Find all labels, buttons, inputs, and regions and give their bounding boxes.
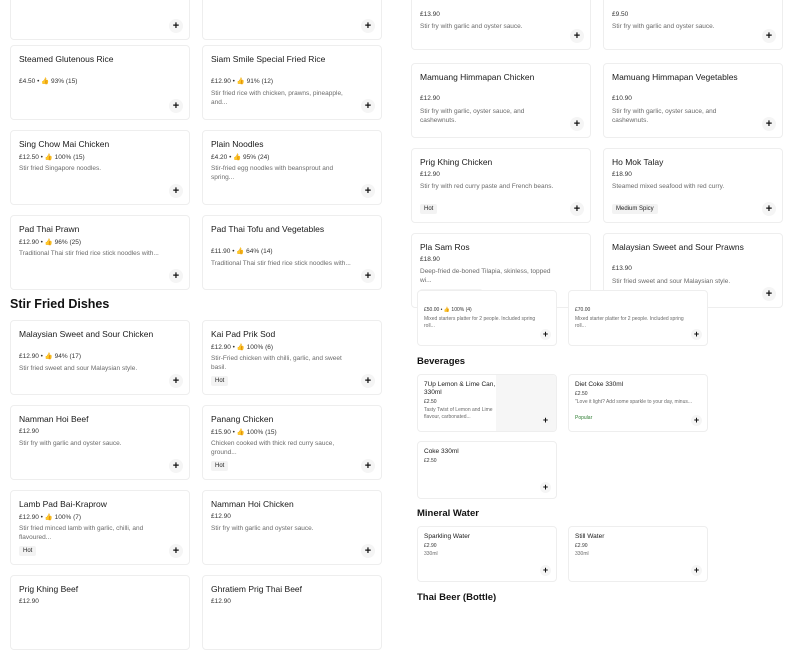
add-to-cart-button[interactable]: + [762,29,776,43]
item-name: Sing Chow Mai Chicken [19,139,110,149]
add-to-cart-button[interactable]: + [361,374,375,388]
item-price: £12.90 [420,95,440,102]
item-description: Stir fry with garlic and oyster sauce. [19,440,122,447]
item-price-rating: £4.20 • 👍 95% (24) [211,154,270,161]
section-heading: Mineral Water [417,508,479,519]
menu-item-card[interactable] [411,0,591,50]
item-name: Still Water [575,533,605,540]
add-to-cart-button[interactable]: + [169,544,183,558]
add-to-cart-button[interactable]: + [570,202,584,216]
spice-badge: Hot [420,204,437,214]
add-to-cart-button[interactable]: + [762,287,776,301]
item-description: Stir fry with garlic, oyster sauce, and cashewnuts. [420,108,525,124]
item-description: Chicken cooked with thick red curry sauce, ground... [211,440,335,456]
item-price: £2.50 [424,399,437,405]
item-price: £12.90 [211,598,231,605]
add-to-cart-button[interactable]: + [169,184,183,198]
item-price: £12.90 [420,171,440,178]
item-description: Stir fried sweet and sour Malaysian style. [612,278,731,285]
add-to-cart-button[interactable]: + [691,415,702,426]
item-name: Siam Smile Special Fried Rice [211,54,326,64]
item-description: Stir fry with garlic and oyster sauce. [211,525,314,532]
menu-item-card[interactable] [417,290,557,346]
menu-item-card[interactable] [417,526,557,582]
menu-item-card[interactable] [568,526,708,582]
menu-item-card[interactable] [10,0,190,40]
item-description: Stir fried minced lamb with garlic, chilli, and flavoured... [19,525,144,541]
add-to-cart-button[interactable]: + [540,482,551,493]
add-to-cart-button[interactable]: + [540,415,551,426]
item-price: £2.90 [575,543,588,549]
item-name: Steamed Glutenous Rice [19,54,114,64]
add-to-cart-button[interactable]: + [691,565,702,576]
item-price-rating: £11.90 • 👍 64% (14) [211,248,273,255]
item-description: Stir fried rice with chicken, prawns, pineapple, and... [211,90,343,106]
item-price-rating: £12.90 • 👍 96% (25) [19,239,82,246]
menu-item-card[interactable] [10,405,190,480]
item-price-rating: £12.90 • 👍 100% (6) [211,344,274,351]
item-price: £2.90 [424,543,437,549]
menu-item-card[interactable] [202,320,382,395]
add-to-cart-button[interactable]: + [361,184,375,198]
menu-item-card[interactable] [202,575,382,650]
add-to-cart-button[interactable]: + [361,544,375,558]
item-price: £18.90 [420,256,440,263]
menu-item-card[interactable] [603,0,783,50]
item-name: Lamb Pad Bai-Kraprow [19,499,107,509]
item-name: 7Up Lemon & Lime Can, 330ml [424,381,496,396]
item-description: 330ml [424,551,438,557]
item-description: 330ml [575,551,589,557]
item-description: Stir fry with garlic, oyster sauce, and cashewnuts. [612,108,717,124]
add-to-cart-button[interactable]: + [570,29,584,43]
item-description: Stir fry with garlic and oyster sauce. [420,23,523,30]
section-heading: Thai Beer (Bottle) [417,592,497,603]
add-to-cart-button[interactable]: + [361,19,375,33]
add-to-cart-button[interactable]: + [540,329,551,340]
menu-item-card[interactable] [411,63,591,138]
add-to-cart-button[interactable]: + [762,202,776,216]
menu-item-card[interactable] [10,320,190,395]
item-price-rating: £12.90 • 👍 94% (17) [19,353,82,360]
item-description: Mixed starters platter for 2 people. Included spring roll... [424,316,536,329]
menu-item-card[interactable] [603,148,783,223]
add-to-cart-button[interactable]: + [169,19,183,33]
menu-item-card[interactable] [202,215,382,290]
item-name: Kai Pad Prik Sod [211,329,276,339]
add-to-cart-button[interactable]: + [361,99,375,113]
item-name: Ho Mok Talay [612,157,664,167]
item-description: "Love it light? Add some sparkle to your day, minus... [575,399,693,405]
item-name: Pad Thai Prawn [19,224,80,234]
item-price-rating: £12.50 • 👍 100% (15) [19,154,85,161]
spice-badge: Medium Spicy [612,204,658,214]
item-name: Pla Sam Ros [420,242,470,252]
add-to-cart-button[interactable]: + [361,269,375,283]
item-price-rating: £12.90 • 👍 100% (7) [19,514,82,521]
menu-item-card[interactable] [417,441,557,499]
item-price: £12.90 [19,428,39,435]
item-price: £12.90 [19,598,39,605]
item-price-rating: £15.90 • 👍 100% (15) [211,429,277,436]
menu-item-card[interactable] [10,215,190,290]
menu-item-card[interactable] [10,490,190,565]
menu-item-card[interactable] [202,0,382,40]
item-description: Stir fry with red curry paste and French beans. [420,183,554,190]
menu-item-card[interactable] [202,490,382,565]
item-name: Mamuang Himmapan Vegetables [612,72,738,82]
add-to-cart-button[interactable]: + [169,99,183,113]
menu-item-card[interactable] [568,374,708,432]
item-description: Traditional Thai stir fried rice stick noodles with... [19,250,159,257]
item-price: £10.90 [612,95,632,102]
item-price: £18.90 [612,171,632,178]
add-to-cart-button[interactable]: + [169,269,183,283]
item-name: Mamuang Himmapan Chicken [420,72,535,82]
item-price: £2.50 [424,458,437,464]
item-price: £13.90 [420,11,440,18]
item-name: Sparkling Water [424,533,470,540]
spice-badge: Hot [211,461,228,471]
menu-item-card[interactable] [10,45,190,120]
menu-item-card[interactable] [202,405,382,480]
menu-item-card[interactable] [568,290,708,346]
add-to-cart-button[interactable]: + [361,459,375,473]
item-description: Stir fried Singapore noodles. [19,165,102,172]
item-name: Malaysian Sweet and Sour Prawns [612,242,744,252]
item-name: Namman Hoi Chicken [211,499,294,509]
item-description: Stir-Fried chicken with chilli, garlic, and sweet basil. [211,355,342,371]
add-to-cart-button[interactable]: + [169,374,183,388]
item-name: Malaysian Sweet and Sour Chicken [19,329,154,339]
add-to-cart-button[interactable]: + [169,459,183,473]
menu-item-card[interactable] [411,148,591,223]
menu-item-card[interactable] [202,45,382,120]
item-name: Plain Noodles [211,139,264,149]
item-name: Namman Hoi Beef [19,414,89,424]
item-description: Traditional Thai stir fried rice stick noodles with... [211,260,351,267]
item-description: Stir fry with garlic and oyster sauce. [612,23,715,30]
item-price-rating: £50.00 • 👍 100% (4) [424,307,472,313]
item-name: Coke 330ml [424,448,459,455]
menu-item-card[interactable] [603,63,783,138]
item-price-rating: £12.90 • 👍 91% (12) [211,78,274,85]
item-description: Tasty Twist of Lemon and Lime flavour, carbonated... [424,407,493,420]
spice-badge: Hot [211,376,228,386]
item-name: Diet Coke 330ml [575,381,624,388]
item-description: Stir-fried egg noodles with beansprout and spring... [211,165,334,181]
item-price-rating: £4.50 • 👍 93% (15) [19,78,78,85]
popular-badge: Popular [575,415,593,421]
item-price: £12.90 [211,513,231,520]
item-description: Deep-fried de-boned Tilapia, skinless, topped wi... [420,268,551,284]
menu-item-card[interactable] [417,374,557,432]
menu-item-card[interactable] [202,130,382,205]
add-to-cart-button[interactable]: + [691,329,702,340]
item-description: Steamed mixed seafood with red curry. [612,183,725,190]
item-price: £9.50 [612,11,629,18]
section-heading: Beverages [417,356,466,367]
add-to-cart-button[interactable]: + [762,117,776,131]
item-name: Panang Chicken [211,414,274,424]
spice-badge: Hot [19,546,36,556]
add-to-cart-button[interactable]: + [540,565,551,576]
item-description: Stir fried sweet and sour Malaysian style. [19,365,138,372]
item-price: £70.00 [575,307,591,313]
item-price: £2.50 [575,391,588,397]
item-name: Ghratiem Prig Thai Beef [211,584,303,594]
item-name: Prig Khing Chicken [420,157,493,167]
item-name: Pad Thai Tofu and Vegetables [211,224,325,234]
section-heading: Stir Fried Dishes [10,297,110,311]
menu-item-card[interactable] [10,575,190,650]
add-to-cart-button[interactable]: + [570,117,584,131]
item-price: £13.90 [612,265,632,272]
item-description: Mixed starter platter for 2 people. Included spring roll... [575,316,684,329]
menu-item-card[interactable] [10,130,190,205]
item-name: Prig Khing Beef [19,584,79,594]
